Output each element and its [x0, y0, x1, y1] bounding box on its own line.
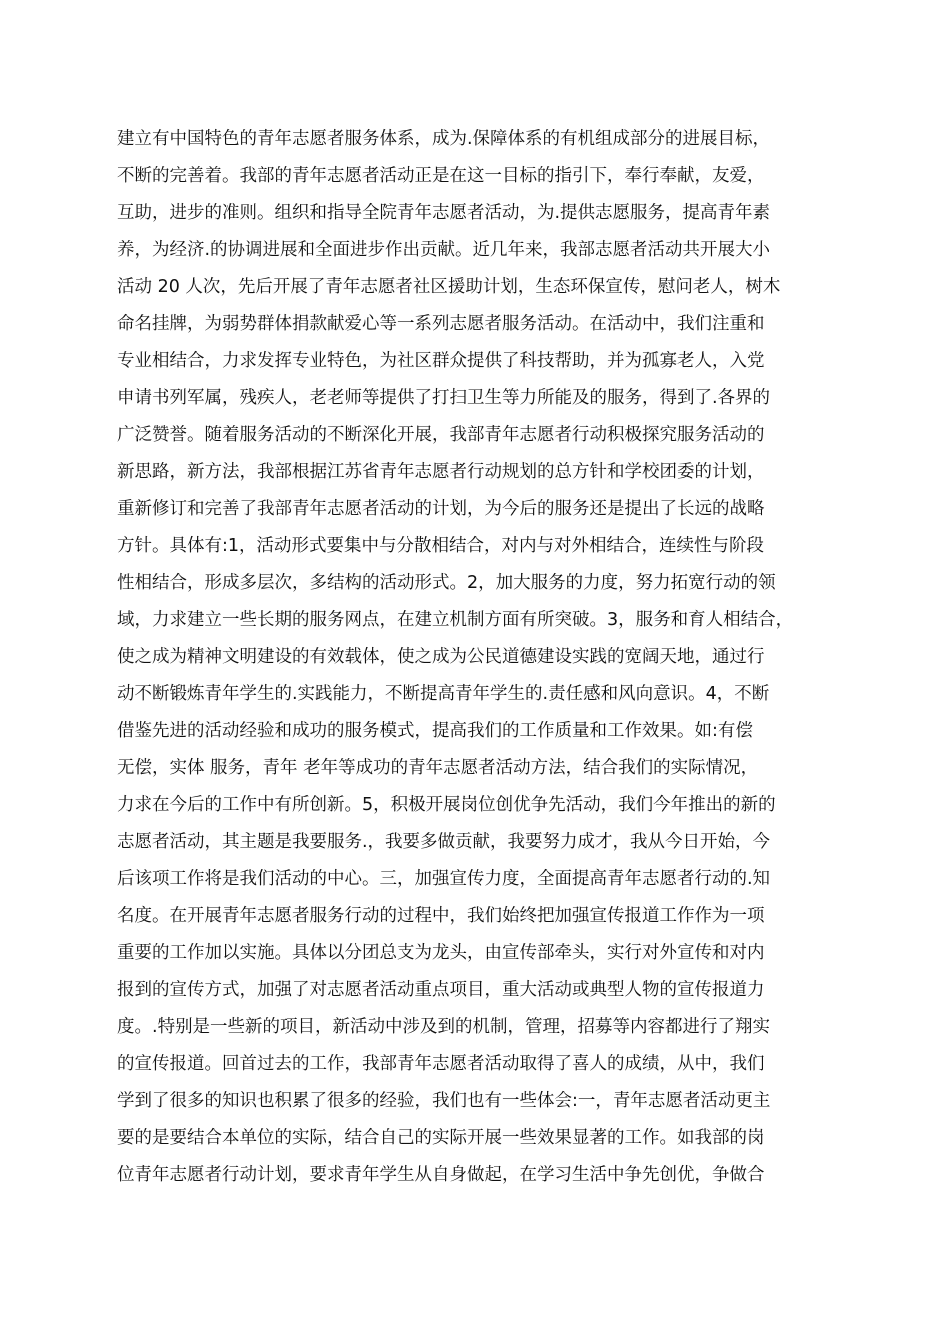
text-line: 重新修订和完善了我部青年志愿者活动的计划，为今后的服务还是提出了长远的战略 [117, 499, 765, 519]
text-line: 使之成为精神文明建设的有效载体，使之成为公民道德建设实践的宽阔天地，通过行 [117, 647, 765, 667]
text-line: 性相结合，形成多层次，多结构的活动形式。2，加大服务的力度，努力拓宽行动的领 [117, 573, 776, 593]
text-line: 不断的完善着。我部的青年志愿者活动正是在这一目标的指引下，奉行奉献，友爱， [117, 166, 765, 186]
text-line: 度。.特别是一些新的项目，新活动中涉及到的机制，管理，招募等内容都进行了翔实 [117, 1017, 771, 1037]
text-line: 活动 20 人次，先后开展了青年志愿者社区援助计划，生态环保宣传，慰问老人，树木 [117, 277, 781, 297]
text-line: 学到了很多的知识也积累了很多的经验，我们也有一些体会:一，青年志愿者活动更主 [117, 1091, 771, 1111]
text-line: 要的是要结合本单位的实际，结合自己的实际开展一些效果显著的工作。如我部的岗 [117, 1128, 765, 1148]
text-line: 报到的宣传方式，加强了对志愿者活动重点项目，重大活动或典型人物的宣传报道力 [117, 980, 765, 1000]
text-line: 位青年志愿者行动计划，要求青年学生从自身做起，在学习生活中争先创优，争做合 [117, 1165, 765, 1185]
text-line: 力求在今后的工作中有所创新。5，积极开展岗位创优争先活动，我们今年推出的新的 [117, 795, 776, 815]
text-line: 志愿者活动，其主题是我要服务.，我要多做贡献，我要努力成才，我从今日开始，今 [117, 832, 771, 852]
text-line: 养，为经济.的协调进展和全面进步作出贡献。近几年来，我部志愿者活动共开展大小 [117, 240, 771, 260]
text-line: 的宣传报道。回首过去的工作，我部青年志愿者活动取得了喜人的成绩，从中，我们 [117, 1054, 765, 1074]
text-line: 专业相结合，力求发挥专业特色，为社区群众提供了科技帮助，并为孤寡老人，入党 [117, 351, 765, 371]
text-line: 域，力求建立一些长期的服务网点，在建立机制方面有所突破。3，服务和育人相结合， [117, 610, 794, 630]
text-line: 借鉴先进的活动经验和成功的服务模式，提高我们的工作质量和工作效果。如:有偿 [117, 721, 753, 741]
text-line: 新思路，新方法，我部根据江苏省青年志愿者行动规划的总方针和学校团委的计划， [117, 462, 765, 482]
text-line: 重要的工作加以实施。具体以分团总支为龙头，由宣传部牵头，实行对外宣传和对内 [117, 943, 765, 963]
body-text [117, 121, 847, 1194]
text-line: 命名挂牌，为弱势群体捐款献爱心等一系列志愿者服务活动。在活动中，我们注重和 [117, 314, 765, 334]
text-line: 广泛赞誉。随着服务活动的不断深化开展，我部青年志愿者行动积极探究服务活动的 [117, 425, 765, 445]
text-line: 方针。具体有:1，活动形式要集中与分散相结合，对内与对外相结合，连续性与阶段 [117, 536, 765, 556]
text-line: 名度。在开展青年志愿者服务行动的过程中，我们始终把加强宣传报道工作作为一项 [117, 906, 765, 926]
text-line: 动不断锻炼青年学生的.实践能力，不断提高青年学生的.责任感和风向意识。4，不断 [117, 684, 770, 704]
text-line: 申请书列军属，残疾人，老老师等提供了打扫卫生等力所能及的服务，得到了.各界的 [117, 388, 771, 408]
text-line: 互助，进步的准则。组织和指导全院青年志愿者活动，为.提供志愿服务，提高青年素 [117, 203, 771, 223]
text-line: 建立有中国特色的青年志愿者服务体系，成为.保障体系的有机组成部分的进展目标， [117, 129, 771, 149]
text-line: 后该项工作将是我们活动的中心。三，加强宣传力度，全面提高青年志愿者行动的.知 [117, 869, 771, 889]
text-line: 无偿，实体 服务，青年 老年等成功的青年志愿者活动方法，结合我们的实际情况， [117, 758, 759, 778]
